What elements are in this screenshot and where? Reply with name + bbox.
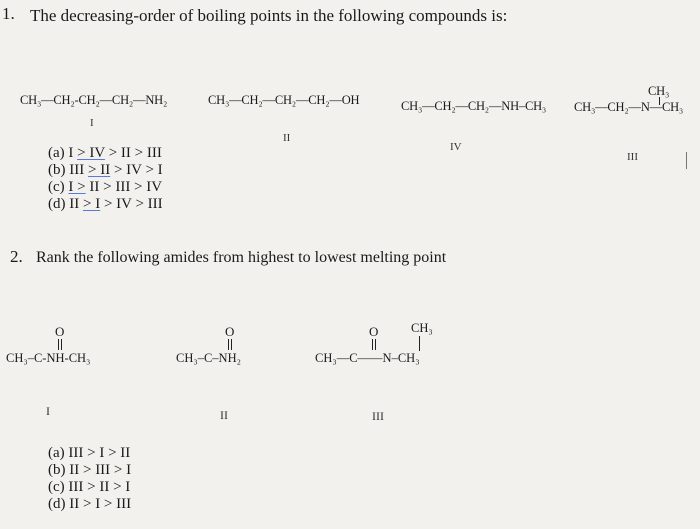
amide-ii-oxygen: O [225, 324, 235, 339]
q2-option-b: (b) II > III > I [48, 462, 132, 478]
q2-option-d: (d) II > I > III [48, 496, 132, 512]
q1-option-a-prefix: (a) I [48, 145, 78, 161]
q1-option-a-rest: > II > III [104, 145, 162, 161]
q1-option-c-rest: II > III > IV [85, 179, 163, 195]
amide-i-formula: CH₃–C-NH-CH₃ [6, 351, 91, 365]
compound-i-formula: CH₃—CH₂-CH₂—CH₂—NH₂ [20, 93, 168, 107]
compound-ii-formula: CH₃—CH₂—CH₂—CH₂—OH [208, 93, 360, 107]
q1-option-b-rest: > IV > I [110, 162, 163, 178]
question-2-text: Rank the following amides from highest to lowest melting point [36, 249, 447, 266]
q2-option-c: (c) III > II > I [48, 479, 131, 495]
q1-option-b [48, 162, 163, 179]
q1-option-a [48, 145, 162, 162]
amide-iii-branch: CH₃ [411, 321, 433, 335]
pencil-mark [686, 152, 687, 169]
compound-iv-label: IV [450, 141, 462, 153]
question-1-number: 1. [2, 4, 15, 23]
compound-iv-formula: CH₃—CH₂—CH₂—NH–CH₃ [401, 99, 547, 113]
question-1-text: The decreasing-order of boiling points in the following compounds is: [30, 6, 508, 25]
q1-option-c-underlined: I > [68, 179, 86, 195]
amide-iii-formula: CH₃—C——N–CH₃ [315, 351, 420, 365]
q1-option-b-prefix: (b) III [48, 162, 88, 178]
amide-ii-label: II [220, 408, 228, 422]
amide-i-oxygen: O [55, 324, 65, 339]
compound-i-label: I [90, 117, 94, 129]
amide-ii-double-bond [228, 339, 232, 350]
question-2-number: 2. [10, 247, 23, 266]
amide-ii-formula: CH₃–C–NH₂ [176, 351, 241, 365]
compound-iii-label: III [627, 151, 638, 163]
q1-option-a-underlined: > IV [77, 145, 105, 161]
compound-iii-formula: CH₃—CH₂—N—CH₃ [574, 100, 684, 114]
q1-option-c-prefix: (c) [48, 179, 69, 195]
q2-option-a: (a) III > I > II [48, 445, 131, 461]
amide-i-double-bond [58, 339, 62, 350]
compound-iii-bond [659, 97, 660, 105]
compound-ii-label: II [283, 132, 291, 144]
amide-iii-branch-bond [419, 336, 420, 351]
amide-iii-label: III [372, 409, 384, 423]
amide-iii-oxygen: O [369, 324, 379, 339]
compound-iii-branch: CH₃ [648, 84, 670, 98]
q1-option-d [48, 196, 163, 213]
q1-option-b-underlined: > II [87, 162, 111, 178]
q1-option-d-underlined: > I [82, 196, 101, 212]
q1-option-c [48, 179, 162, 196]
amide-i-label: I [46, 404, 50, 418]
amide-iii-double-bond [372, 339, 376, 350]
q1-option-d-rest: > IV > III [100, 196, 163, 212]
q1-option-d-prefix: (d) II [48, 196, 83, 212]
